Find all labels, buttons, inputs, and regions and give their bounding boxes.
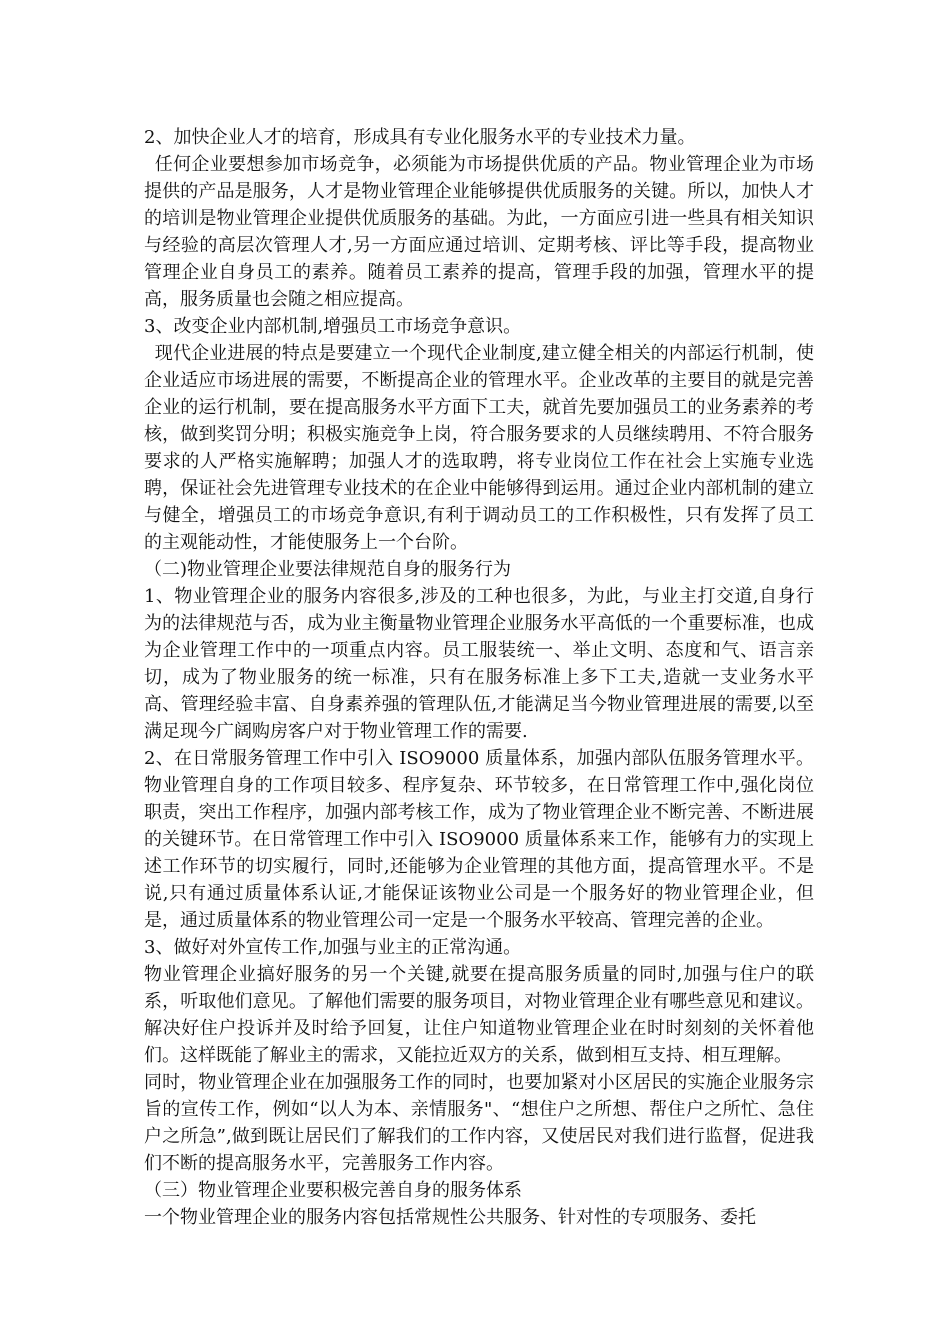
paragraph-communication: 物业管理企业搞好服务的另一个关键,就要在提高服务质量的同时,加强与住户的联系，听取他们意见。了解他们需要的服务项目，对物业管理企业有哪些意见和建议。解决好住户投诉并及时给予回复，让住户知道物业管理企业在时时刻刻的关怀着他们。这样既能了解业主的需求，又能拉近双方的关系，做到相互支持、相互理解。 (144, 964, 814, 1066)
paragraph-iso9000: 2、在日常服务管理工作中引入 ISO9000 质量体系，加强内部队伍服务管理水平。物业管理自身的工作项目较多、程序复杂、环节较多，在日常管理工作中,强化岗位职责，突出工作程序，加强内部考核工作，成为了物业管理企业不断完善、不断进展的关键环节。在日常管理工作中引入 ISO9000 质量体系来工作，能够有力的实现上述工作环节的切实履行，同时,还能够为企业管理的其他方面，提高管理水平。不是说,只有通过质量体系认证,才能保证该物业公司是一个服务好的物业管理企业，但是，通过质量体系的物业管理公司一定是一个服务水平较高、管理完善的企业。 (144, 748, 814, 931)
document-body (144, 124, 814, 1231)
paragraph-heading-3: 3、改变企业内部机制,增强员工市场竞争意识。 (144, 316, 522, 337)
section-heading-2: （二)物业管理企业要法律规范自身的服务行为 (144, 559, 512, 580)
paragraph-service-conduct: 1、物业管理企业的服务内容很多,涉及的工种也很多，为此，与业主打交道,自身行为的法律规范与否，成为业主衡量物业管理企业服务水平高低的一个重要标准，也成为企业管理工作中的一项重点内容。员工服装统一、举止文明、态度和气、语言亲切，成为了物业服务的统一标准，只有在服务标准上多下工夫,造就一支业务水平高、管理经验丰富、自身素养强的管理队伍,才能满足当今物业管理进展的需要,以至满足现今广阔购房客户对于物业管理工作的需要. (144, 586, 814, 742)
paragraph-service-system: 一个物业管理企业的服务内容包括常规性公共服务、针对性的专项服务、委托 (144, 1207, 756, 1228)
paragraph-heading-publicity: 3、做好对外宣传工作,加强与业主的正常沟通。 (144, 937, 522, 958)
paragraph-promotion: 同时，物业管理企业在加强服务工作的同时，也要加紧对小区居民的实施企业服务宗旨的宣传工作，例如“以人为本、亲情服务"、“想住户之所想、帮住户之所忙、急住户之所急”,做到既让居民们了解我们的工作内容，又使居民对我们进行监督，促进我们不断的提高服务水平，完善服务工作内容。 (144, 1072, 814, 1174)
paragraph-internal-mechanism: 现代企业进展的特点是要建立一个现代企业制度,建立健全相关的内部运行机制，使企业适应市场进展的需要，不断提高企业的管理水平。企业改革的主要目的就是完善企业的运行机制，要在提高服务水平方面下工夫，就首先要加强员工的业务素养的考核，做到奖罚分明；积极实施竞争上岗，符合服务要求的人员继续聘用、不符合服务要求的人严格实施解聘；加强人才的选取聘，将专业岗位工作在社会上实施专业选聘，保证社会先进管理专业技术的在企业中能够得到运用。通过企业内部机制的建立与健全，增强员工的市场竞争意识,有利于调动员工的工作积极性，只有发挥了员工的主观能动性，才能使服务上一个台阶。 (144, 343, 814, 553)
paragraph-heading-2: 2、加快企业人才的培育，形成具有专业化服务水平的专业技术力量。 (144, 127, 696, 148)
section-heading-3: （三）物业管理企业要积极完善自身的服务体系 (144, 1180, 522, 1201)
paragraph-talent-training: 任何企业要想参加市场竞争，必须能为市场提供优质的产品。物业管理企业为市场提供的产品是服务，人才是物业管理企业能够提供优质服务的关键。所以，加快人才的培训是物业管理企业提供优质服务的基础。为此，一方面应引进一些具有相关知识与经验的高层次管理人才,另一方面应通过培训、定期考核、评比等手段，提高物业管理企业自身员工的素养。随着员工素养的提高，管理手段的加强，管理水平的提高，服务质量也会随之相应提高。 (144, 154, 814, 310)
